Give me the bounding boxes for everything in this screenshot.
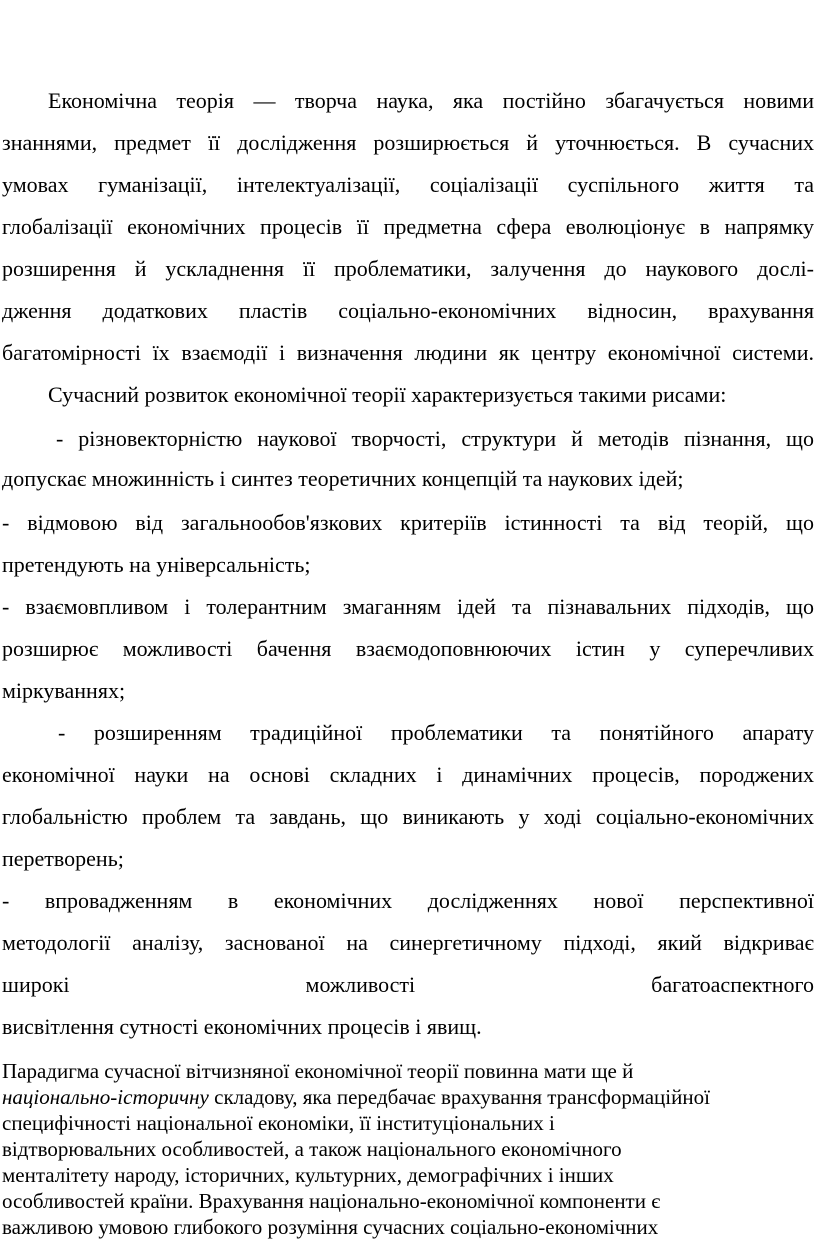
- paragraph-line: [2, 1084, 814, 1110]
- list-item-line: претендують на універсальність;: [2, 552, 311, 577]
- paragraph-line: важливою умовою глибокого розуміння сучасних соціально-економічних: [2, 1215, 659, 1239]
- paragraph-line: Економічна теорія — творча наука, яка постійно збагачується новими: [48, 88, 814, 113]
- list-item-line: методології аналізу, заснованої на синергетичному підході, який відкриває: [2, 930, 814, 955]
- list-item-line: - відмовою від загальнообов'язкових критеріїв істинності та від теорій, що: [2, 510, 814, 535]
- paragraph-line: Парадигма сучасної вітчизняної економічної теорії повинна мати ще й: [2, 1059, 634, 1083]
- list-item-line: - впровадженням в економічних дослідженнях нової перспективної: [2, 888, 814, 913]
- list-item-line: - взаємовпливом і толерантним змаганням ідей та пізнавальних підходів, що: [2, 594, 814, 619]
- paragraph-line: дження додаткових пластів соціально-економічних відносин, врахування: [2, 298, 814, 323]
- list-item-line: допускає множинність і синтез теоретичних концепцій та наукових ідей;: [2, 466, 684, 491]
- list-item-line: перетворень;: [2, 846, 124, 871]
- list-item-line: - різновекторністю наукової творчості, структури й методів пізнання, що: [56, 426, 814, 451]
- paragraph-line-rest: складову, яка передбачає врахування трансформаційної: [208, 1085, 710, 1109]
- paragraph-line: знаннями, предмет її дослідження розширюється й уточнюється. В сучасних: [2, 130, 814, 155]
- list-item-line: розширює можливості бачення взаємодоповнюючих істин у суперечливих: [2, 636, 814, 661]
- paragraph-line: специфічності національної економіки, її інституціональних і: [2, 1111, 555, 1135]
- paragraph-line: відтворювальних особливостей, а також національного економічного: [2, 1137, 622, 1161]
- paragraph-line: умовах гуманізації, інтелектуалізації, соціалізації суспільного життя та: [2, 172, 814, 197]
- paragraph-line: менталітету народу, історичних, культурних, демографічних і інших: [2, 1163, 614, 1187]
- emphasis-text: національно-історичну: [2, 1085, 209, 1109]
- paragraph-line: глобалізації економічних процесів її предметна сфера еволюціонує в напрямку: [2, 214, 814, 239]
- list-item-line: міркуваннях;: [2, 678, 126, 703]
- list-item-line: глобальністю проблем та завдань, що виникають у ході соціально-економічних: [2, 804, 814, 829]
- list-item-line: висвітлення сутності економічних процесів і явищ.: [2, 1014, 482, 1039]
- paragraph-line: особливостей країни. Врахування національно-економічної компоненти є: [2, 1189, 661, 1213]
- list-item-line: - розширенням традиційної проблематики та понятійного апарату: [58, 720, 814, 745]
- paragraph-line: багатомірності їх взаємодії і визначення людини як центру економічної системи.: [2, 340, 814, 365]
- intro-line: Сучасний розвиток економічної теорії характеризується такими рисами:: [48, 382, 727, 407]
- list-item-line: широкі можливості багатоаспектного: [2, 972, 814, 997]
- list-item-line: економічної науки на основі складних і динамічних процесів, породжених: [2, 762, 814, 787]
- paragraph-line: розширення й ускладнення її проблематики, залучення до наукового дослі-: [2, 256, 814, 281]
